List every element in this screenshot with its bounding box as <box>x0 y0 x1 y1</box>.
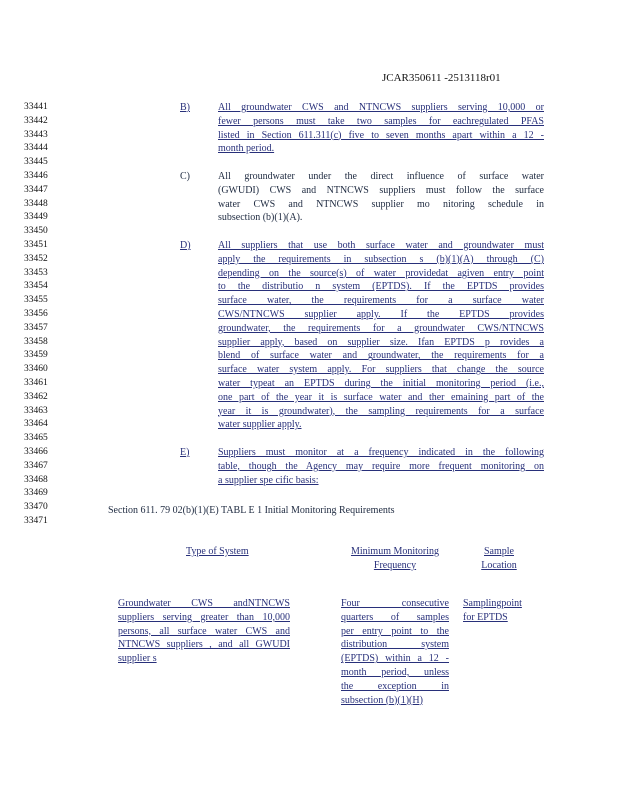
cell-line: subsection (b)(1)(H) <box>341 694 423 706</box>
line-number: 33470 <box>24 502 48 513</box>
text-line: supplier apply, based on supplier size. Ifan EPTDS p rovides a <box>218 336 544 348</box>
line-number: 33441 <box>24 102 48 112</box>
cell-line: month period, unless <box>341 666 449 678</box>
cell-line: NTNCWS suppliers , and all GWUDI <box>118 639 290 651</box>
line-number: 33456 <box>24 308 48 319</box>
cell-type-of-system <box>118 597 290 666</box>
line-number: 33442 <box>24 115 48 126</box>
text-line: surface water system apply. For suppliers that change the source <box>218 364 544 376</box>
header-type-of-system: Type of System <box>186 546 249 557</box>
cell-line: suppliers serving greater than 10,000 <box>118 611 290 623</box>
line-number: 33461 <box>24 377 48 388</box>
line-number: 33466 <box>24 446 48 457</box>
line-number: 33452 <box>24 253 48 264</box>
line-number: 33460 <box>24 364 48 375</box>
item-e-text <box>218 446 544 487</box>
cell-line: persons, all surface water CWS and <box>118 625 290 637</box>
line-number: 33443 <box>24 129 48 140</box>
item-c-label: C) <box>180 171 190 182</box>
text-line: water supplier apply. <box>218 419 302 431</box>
text-line: All suppliers that use both surface water and groundwater must <box>218 240 544 251</box>
line-number: 33463 <box>24 405 48 416</box>
item-e-label: E) <box>180 447 190 458</box>
text-line: one part of the year it is surface water and ther emaining part of the <box>218 391 544 403</box>
text-line: All groundwater under the direct influence of surface water <box>218 171 544 182</box>
text-line: water typeat an EPTDS during the initial monitoring period (i.e., <box>218 377 544 389</box>
item-d-label: D) <box>180 240 191 251</box>
text-line: to the distributio n system (EPTDS). If the EPTDS provides <box>218 281 544 293</box>
text-line: blend of surface water and groundwater, the requirements for a <box>218 350 544 362</box>
text-line: table, though the Agency may require more frequent monitoring on <box>218 460 544 472</box>
text-line: CWS/NTNCWS supplier apply. If the EPTDS provides <box>218 308 544 320</box>
table-caption: Section 611. 79 02(b)(1)(E) TABL E 1 Initial Monitoring Requirements <box>108 505 395 516</box>
cell-line: quarters of samples <box>341 611 449 623</box>
text-line: apply the requirements in subsection s (b)(1)(A) through (C) <box>218 253 544 265</box>
cell-monitoring-frequency <box>341 597 449 707</box>
line-number: 33453 <box>24 267 48 278</box>
line-number: 33448 <box>24 198 48 209</box>
line-number-column <box>24 101 64 529</box>
cell-line: Samplingpoint <box>463 598 522 609</box>
text-line: All groundwater CWS and NTNCWS suppliers serving 10,000 or <box>218 102 544 113</box>
cell-line: distribution system <box>341 639 449 651</box>
text-line: year it is groundwater), the sampling requirements for a surface <box>218 405 544 417</box>
line-number: 33464 <box>24 419 48 430</box>
cell-line: Four consecutive <box>341 598 449 609</box>
cell-line: per entry point to the <box>341 625 449 637</box>
item-d-text <box>218 239 544 432</box>
line-number: 33455 <box>24 295 48 306</box>
line-number: 33458 <box>24 336 48 347</box>
line-number: 33451 <box>24 239 48 250</box>
line-number: 33447 <box>24 184 48 195</box>
document-id: JCAR350611 -2513118r01 <box>382 72 501 84</box>
item-b-text <box>218 101 544 156</box>
line-number: 33449 <box>24 212 48 223</box>
line-number: 33465 <box>24 433 48 444</box>
header-sample-location: Sample Location <box>481 546 517 571</box>
text-line: a supplier spe cific basis: <box>218 474 319 486</box>
item-b-label: B) <box>180 102 190 113</box>
line-number: 33457 <box>24 322 48 333</box>
cell-sample-location <box>463 597 539 625</box>
line-number: 33462 <box>24 391 48 402</box>
line-number: 33446 <box>24 170 48 181</box>
line-number: 33468 <box>24 474 48 485</box>
line-number: 33454 <box>24 281 48 292</box>
text-line: Suppliers must monitor at a frequency indicated in the following <box>218 447 544 458</box>
header-minimum-monitoring-frequency: Minimum Monitoring Frequency <box>350 546 440 571</box>
cell-line: the exception in <box>341 680 449 692</box>
line-number: 33469 <box>24 488 48 499</box>
text-line: subsection (b)(1)(A). <box>218 212 303 224</box>
text-line: depending on the source(s) of water providedat agiven entry point <box>218 267 544 279</box>
line-number: 33450 <box>24 226 48 237</box>
item-c-text <box>218 170 544 225</box>
text-line: (GWUDI) CWS and NTNCWS suppliers must follow the surface <box>218 184 544 196</box>
text-line: fewer persons must take two samples for eachregulated PFAS <box>218 115 544 127</box>
line-number: 33445 <box>24 157 48 168</box>
text-line: surface water, the requirements for a surface water <box>218 295 544 307</box>
cell-line: supplier s <box>118 653 157 665</box>
cell-line: (EPTDS) within a 12 - <box>341 653 449 665</box>
line-number: 33459 <box>24 350 48 361</box>
line-number: 33467 <box>24 460 48 471</box>
cell-line: Groundwater CWS andNTNCWS <box>118 598 290 609</box>
line-number: 33444 <box>24 143 48 154</box>
line-number: 33471 <box>24 515 48 526</box>
text-line: listed in Section 611.311(c) five to seven months apart within a 12 - <box>218 129 544 141</box>
text-line: water CWS and NTNCWS supplier mo nitoring schedule in <box>218 198 544 210</box>
cell-line: for EPTDS <box>463 611 508 623</box>
text-line: groundwater, the requirements for a groundwater CWS/NTNCWS <box>218 322 544 334</box>
text-line: month period. <box>218 143 275 155</box>
